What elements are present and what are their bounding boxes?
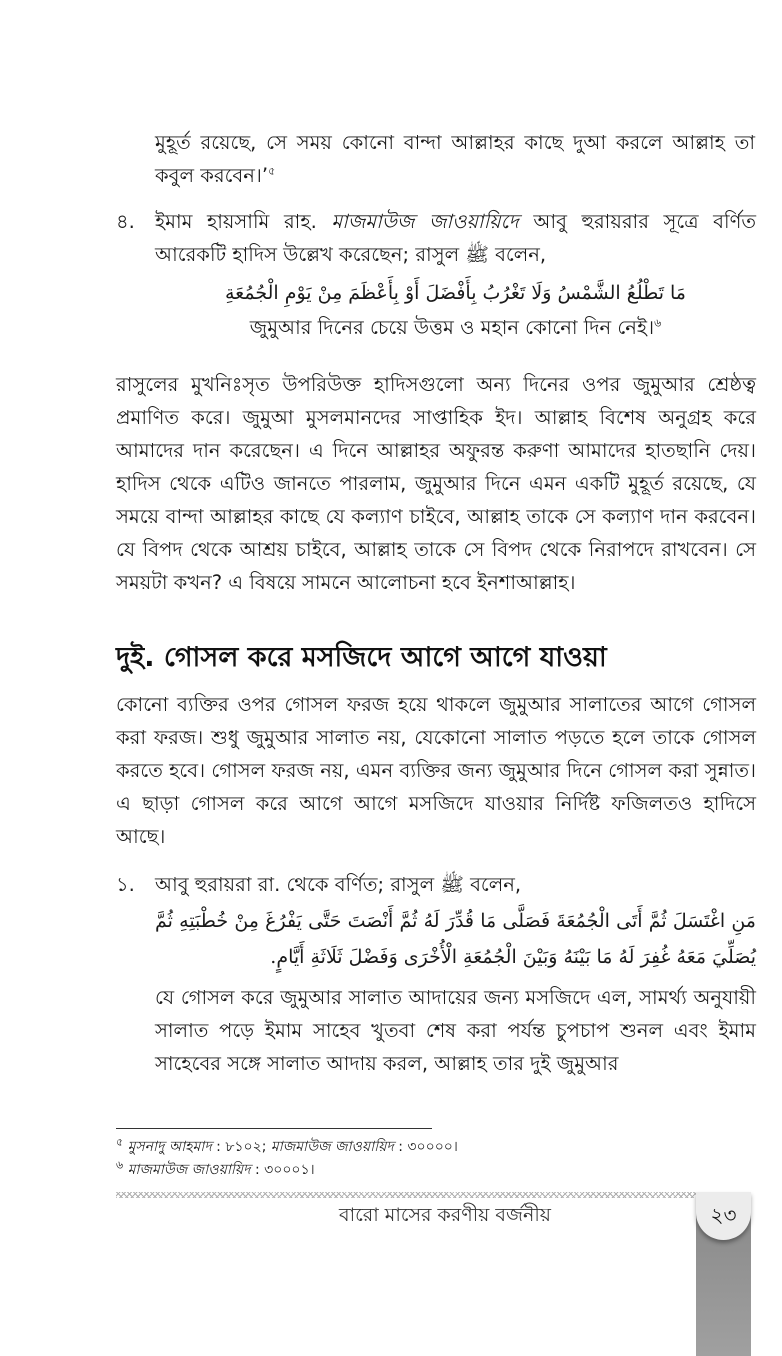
footnote-ref-text: : ৮১০২; [211,1139,271,1155]
footnote-6 [116,1159,716,1182]
footnote-ref-6: ৬ [654,316,662,330]
translation-text: জুমুআর দিনের চেয়ে উত্তম ও মহান কোনো দিন নেই। [249,316,655,339]
list-item-1 [116,868,756,1080]
footnote-ref-5: ৫ [268,164,276,178]
page-number: ২৩ [710,1203,737,1227]
book-title-italic: মাজমাউজ জাওয়ায়িদে [331,210,519,233]
footnote-mark: ৫ [116,1135,124,1149]
hadith-translation [155,311,756,344]
running-title: বারো মাসের করণীয় বর্জনীয় [339,1204,551,1226]
footnotes [116,1136,716,1182]
hadith-translation: যে গোসল করে জুমুআর সালাত আদায়ের জন্য মসজিদে এল, সামর্থ্য অনুযায়ী সালাত পড়ে ইমাম সাহেব খুতবা শেষ করা পর্যন্ত চুপচাপ শুনল এবং ইমাম সাহেবের সঙ্গে সালাত আদায় করল, আল্লাহ তার দুই জুমুআর [155,986,756,1075]
continued-paragraph [155,126,755,192]
footnote-source-italic: মাজমাউজ জাওয়ায়িদ [270,1139,394,1155]
footnote-source-italic: মাজমাউজ জাওয়ায়িদ [127,1162,251,1178]
continued-text: মুহূর্ত রয়েছে, সে সময় কোনো বান্দা আল্লাহর কাছে দুআ করলে আল্লাহ তা কবুল করবেন।’ [155,131,755,187]
intro-text-end: আবু হুরায়রার সূত্রে বর্ণিত আরেকটি হাদিস উল্লেখ করেছেন; রাসুল ﷺ বলেন, [155,210,756,266]
section-heading: দুই. গোসল করে মসজিদে আগে আগে যাওয়া [116,642,607,673]
intro-text-start: ইমাম হায়সামি রাহ. [155,210,332,233]
list-number: ১. [116,873,135,896]
footnote-5 [116,1136,716,1159]
footer-wavy-line [116,1192,720,1198]
footnote-divider [116,1128,432,1129]
footnote-ref-text: : ৩০০০০। [393,1139,458,1155]
body-paragraph-1: রাসুলের মুখনিঃসৃত উপরিউক্ত হাদিসগুলো অন্য দিনের ওপর জুমুআর শ্রেষ্ঠত্ব প্রমাণিত করে। জুমুআ মুসলমানদের সাপ্তাহিক ইদ। আল্লাহ বিশেষ অনুগ্রহ করে আমাদের দান করেছেন। এ দিনে আল্লাহর অফুরন্ত করুণা আমাদের হাতছানি দেয়। হাদিস থেকে এটিও জানতে পারলাম, জুমুআর দিনে এমন একটি মুহূর্ত রয়েছে, যে সময়ে বান্দা আল্লাহর কাছে যে কল্যাণ চাইবে, আল্লাহ তাকে সে কল্যাণ দান করবেন। যে বিপদ থেকে আশ্রয় চাইবে, আল্লাহ তাকে সে বিপদ থেকে নিরাপদে রাখবেন। সে সময়টা কখন? এ বিষয়ে সামনে আলোচনা হবে ইনশাআল্লাহ। [116,373,756,594]
item-intro: আবু হুরায়রা রা. থেকে বর্ণিত; রাসুল ﷺ বলেন, [155,873,522,896]
item-intro [155,205,756,271]
list-number: ৪. [116,210,135,233]
footnote-ref-text: : ৩০০০১। [250,1162,315,1178]
arabic-hadith: مَا تَطْلُعُ الشَّمْسُ وَلَا تَغْرُبُ بِأَفْضَلَ أَوْ بِأَعْظَمَ مِنْ يَوْمِ الْجُمُعَةِ [224,282,686,304]
list-item-4 [116,205,756,344]
arabic-hadith: مَنِ اغْتَسَلَ ثُمَّ أَتَى الْجُمُعَةَ فَصَلَّى مَا قُدِّرَ لَهُ ثُمَّ أَنْصَتَ حَتَّى يَفْرُغَ مِنْ خُطْبَتِهِ ثُمَّ يُصَلِّيَ مَعَهُ غُفِرَ لَهُ مَا بَيْنَهُ وَبَيْنَ الْجُمُعَةِ الْأُخْرَى وَفَضْلَ ثَلَاثَةِ أَيَّامٍ. [155,910,756,968]
body-paragraph-2: কোনো ব্যক্তির ওপর গোসল ফরজ হয়ে থাকলে জুমুআর সালাতের আগে গোসল করা ফরজ। শুধু জুমুআর সালাত নয়, যেকোনো সালাত পড়তে হলে তাকে গোসল করতে হবে। গোসল ফরজ নয়, এমন ব্যক্তির জন্য জুমুআর দিনে গোসল করা সুন্নাত। এ ছাড়া গোসল করে আগে আগে মসজিদে যাওয়ার নির্দিষ্ট ফজিলতও হাদিসে আছে। [116,693,756,848]
footnote-source-italic: মুসনাদু আহমাদ [127,1139,212,1155]
footnote-mark: ৬ [116,1158,124,1172]
